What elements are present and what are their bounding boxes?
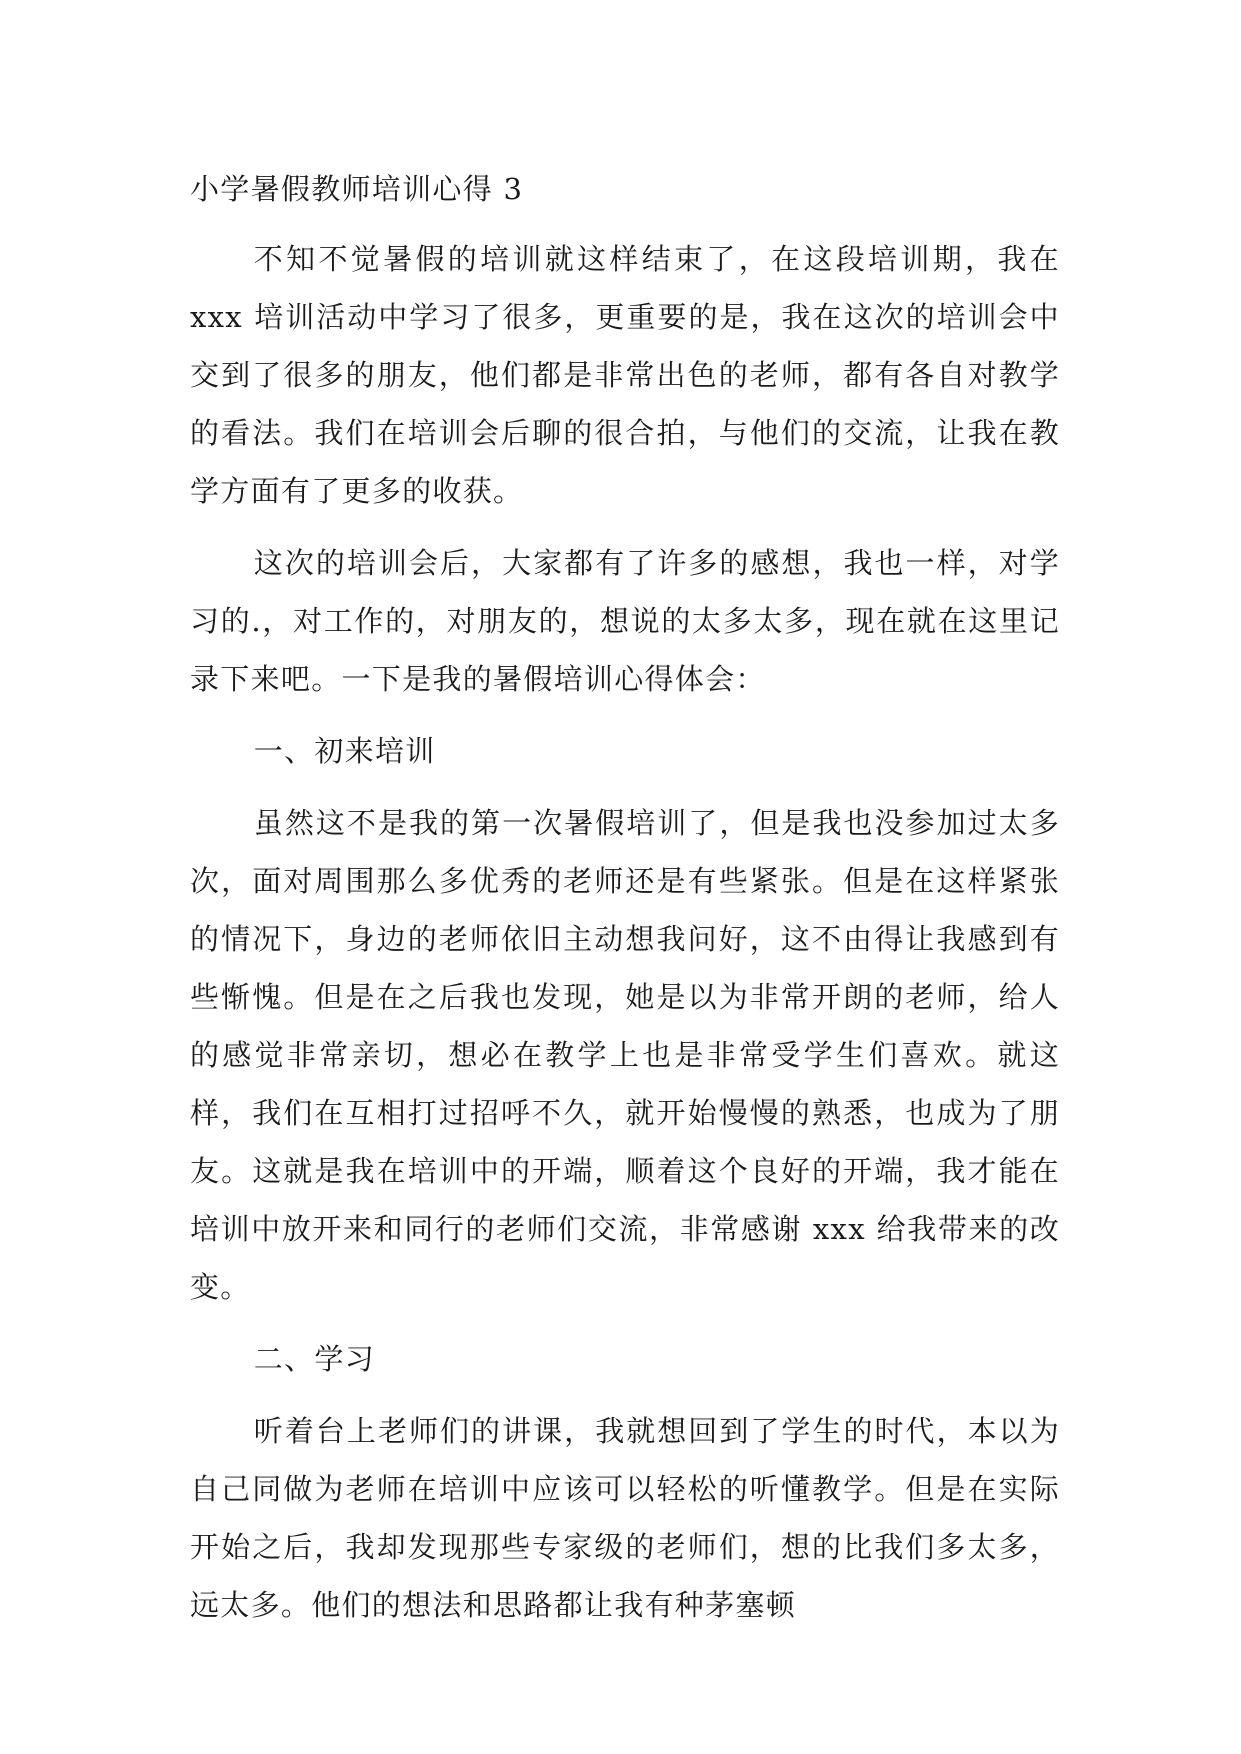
document-title: 小学暑假教师培训心得 3 xyxy=(190,172,524,206)
paragraph-first-training: 虽然这不是我的第一次暑假培训了，但是我也没参加过太多次，面对周围那么多优秀的老师还是有些紧张。但是在这样紧张的情况下，身边的老师依旧主动想我问好，这不由得让我感到有些惭愧。但是在之后我也发现，她是以为非常开朗的老师，给人的感觉非常亲切，想必在教学上也是非常受学生们喜欢。就这样，我们在互相打过招呼不久，就开始慢慢的熟悉，也成为了朋友。这就是我在培训中的开端，顺着这个良好的开端，我才能在培训中放开来和同行的老师们交流，非常感谢 xxx 给我带来的改变。 xyxy=(190,806,1060,1304)
paragraph-learning: 听着台上老师们的讲课，我就想回到了学生的时代，本以为自己同做为老师在培训中应该可以轻松的听懂教学。但是在实际开始之后，我却发现那些专家级的老师们，想的比我们多太多，远太多。他们的想法和思路都让我有种茅塞顿 xyxy=(190,1414,1060,1622)
paragraph-intro: 不知不觉暑假的培训就这样结束了，在这段培训期，我在 xxx 培训活动中学习了很多，更重要的是，我在这次的培训会中交到了很多的朋友，他们都是非常出色的老师，都有各自对教学的看法。我们在培训会后聊的很合拍，与他们的交流，让我在教学方面有了更多的收获。 xyxy=(190,242,1060,508)
section-heading-first-training: 一、初来培训 xyxy=(253,734,436,768)
paragraph-reflection: 这次的培训会后，大家都有了许多的感想，我也一样，对学习的.，对工作的，对朋友的，想说的太多太多，现在就在这里记录下来吧。一下是我的暑假培训心得体会： xyxy=(190,546,1060,696)
document-body xyxy=(190,160,1060,1648)
section-heading-learning: 二、学习 xyxy=(253,1342,375,1376)
